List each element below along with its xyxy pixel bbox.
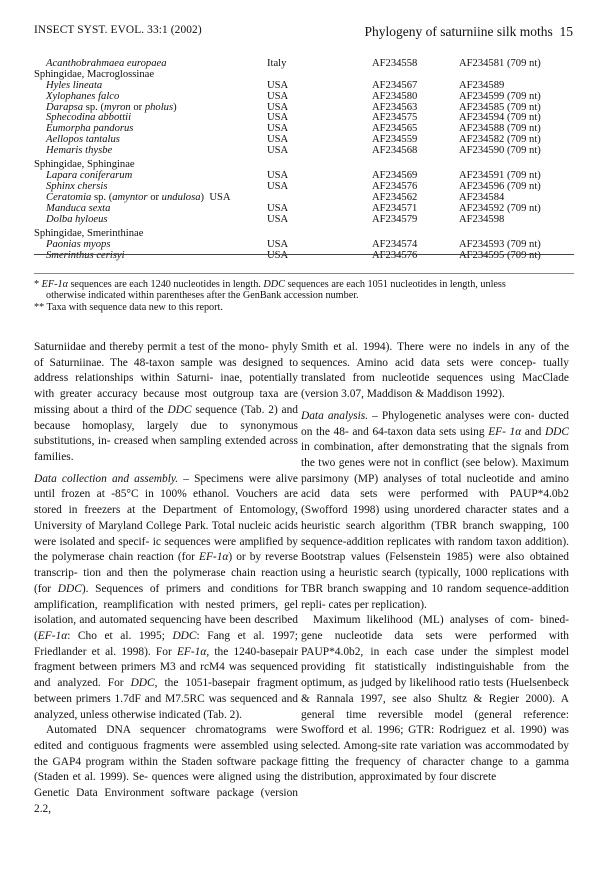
taxon-name: Hemaris thysbe (46, 145, 113, 157)
ddc-accession: AF234595 (709 nt) (459, 249, 541, 261)
table-row (34, 251, 574, 262)
text-line: Among-site rate variation was accommodated by (343, 739, 569, 752)
ddc-accession: AF234594 (709 nt) (459, 112, 541, 124)
text-line: (typically, 1000 replications with TBR branch (301, 567, 569, 595)
collection-country: USA (267, 180, 289, 192)
taxon-name-part: ) (173, 101, 177, 113)
taxon-name: Sphingidae, Sphinginae (34, 159, 135, 171)
text-line: 1992). (475, 388, 505, 401)
text-line: DDC). Sequences of primers and conditions for (57, 582, 298, 595)
text-line: quences were aligned using the Genetic Data (34, 771, 298, 800)
footnote-sequence-length: * EF-1α sequences are each 1240 nucleotides in length. DDC sequences are each 1051 nucleotides in length, unless otherwise indicated within parentheses after the GenBank accession number. (34, 279, 506, 302)
collection-country: USA (267, 90, 289, 102)
collection-country: USA (267, 170, 289, 182)
text-line: fitting the frequency of character change to a (301, 755, 530, 768)
text-line: ducted on the 48- and 64-taxon data sets using EF- (301, 409, 569, 438)
taxon-name-part: pholus (144, 101, 174, 113)
taxon-name-part: undulosa (161, 191, 201, 203)
taxon-name: Xylophanes falco (46, 90, 120, 102)
ef1a-accession: AF234569 (372, 170, 418, 182)
taxon-name: Sphingidae, Smerinthinae (34, 227, 144, 239)
specimen-table (34, 59, 574, 261)
text-line: most outgroup taxa are missing about a third of the (34, 388, 298, 416)
text-line: gel isolation, and automated sequencing have been (34, 598, 298, 627)
ddc-accession: AF234591 (709 nt) (459, 170, 541, 182)
text-line: model providing fit statistically indistinguishable (301, 645, 569, 674)
table-footnotes (34, 279, 579, 313)
taxon-name: Dolba hyloeus (46, 213, 108, 225)
text-line: Data analysis. – Phylogenetic analyses were con- (301, 409, 535, 422)
ef1a-accession: AF234563 (372, 101, 418, 113)
table-group-header (34, 229, 574, 240)
section-heading: Data collection and assembly. (34, 472, 179, 485)
ef1a-accession: AF234576 (372, 180, 418, 192)
ddc-accession: AF234585 (709 nt) (459, 101, 541, 113)
text-line: sets were performed with PAUP*4.0b2 (Swofford (301, 488, 569, 517)
taxon-name: Sphinx chersis (46, 180, 108, 192)
running-title: Phylogeny of saturniine silk moths (364, 24, 553, 39)
collection-country: USA (267, 238, 289, 250)
text-line: Park. Total nucleic acids were isolated and specif- (34, 519, 298, 548)
text-line: gamma distribution, approximated by four discrete (301, 755, 569, 784)
text-line: GTR: Rodriguez et al. 1990) was selected. (301, 724, 569, 752)
collection-country: USA (267, 145, 289, 157)
text-line: Vouchers are stored in freezers at the Department (34, 488, 298, 517)
text-line: 100 sequence-addition replicates with random (301, 519, 569, 548)
collection-country: USA (267, 213, 289, 225)
collection-country: USA (267, 202, 289, 214)
ddc-accession: AF234593 (709 nt) (459, 238, 541, 250)
right-text-column (301, 340, 569, 786)
text-line: were edited and contiguous fragments were (34, 724, 298, 752)
text-line: and M7.5RC was sequenced and analyzed, unless (34, 692, 298, 721)
paragraph (301, 340, 569, 403)
text-line: 1051-basepair fragment between primers 1.7dF (34, 677, 298, 705)
text-line: Environment software package (version 2.2, (34, 787, 298, 815)
collection-country: USA (267, 101, 289, 113)
text-line: taxon addition). Bootstrap values (Felsenstein (301, 535, 569, 564)
text-line: creased when sampling extended across families. (34, 435, 298, 464)
text-line: 1998) using unordered character states and a (352, 504, 569, 517)
ddc-accession: AF234592 (709 nt) (459, 202, 541, 214)
text-line: amplification, reamplification with nested primers, (34, 598, 279, 611)
taxon-name: Sphingidae, Macroglossinae (34, 68, 155, 80)
collection-country: Italy (267, 58, 287, 69)
text-line: from the optimum, as judged by likelihood ratio (301, 661, 569, 690)
paragraph (34, 340, 298, 466)
footnote-rule (34, 273, 574, 274)
collection-country: USA (267, 134, 289, 146)
ef1a-accession: AF234559 (372, 134, 418, 146)
text-line: 1985) were also obtained using a heuristic search (301, 551, 569, 580)
taxon-name: Smerinthus cerisyi (46, 249, 125, 261)
paragraph (34, 723, 298, 817)
taxon-name-part: sp. ( (91, 191, 113, 203)
text-line: al. 1997; Friedlander et al. 1998). For EF-1α, the (34, 629, 298, 658)
page-number: 15 (559, 24, 573, 39)
text-line: ic sequences were amplified by the polymerase (34, 535, 298, 564)
collection-country: USA (204, 191, 231, 203)
ef1a-accession: AF234580 (372, 90, 418, 102)
taxon-name: Sphecodina abbottii (46, 112, 132, 124)
text-line: tion and then the polymerase chain reaction (for (34, 567, 298, 595)
collection-country: USA (267, 123, 289, 135)
collection-country: USA (267, 249, 289, 261)
text-line: described (EF-1α: Cho et al. 1995; DDC: Fang et (34, 614, 298, 642)
text-line: the sequences. Amino acid data sets were concep- (301, 341, 569, 369)
footnote-new-taxa: ** Taxa with sequence data new to this report. (34, 301, 223, 313)
taxon-name: Eumorpha pandorus (46, 123, 134, 135)
text-line: of Entomology, University of Maryland College (34, 504, 298, 532)
journal-citation: INSECT SYST. EVOL. 33:1 (2002) (34, 24, 202, 36)
text-line: analyses of total nucleotide and amino acid data (301, 472, 569, 501)
running-header (34, 24, 573, 42)
ddc-accession: AF234598 (459, 213, 505, 225)
taxon-name-part: amyntor (112, 191, 148, 203)
text-line: heuristic search algorithm (TBR branch swapping, (301, 519, 547, 532)
ddc-accession: AF234589 (459, 79, 505, 91)
left-text-column (34, 340, 298, 818)
table-bottom-rule (34, 254, 574, 255)
text-line: bined-gene nucleotide data sets were performed (301, 614, 569, 642)
text-line: Maximum likelihood (ML) analyses of com- (313, 614, 534, 627)
text-line: Data collection and assembly. – Specimens were (34, 472, 271, 485)
ef1a-accession: AF234575 (372, 112, 418, 124)
table-row (34, 215, 574, 226)
text-line: DDC sequence (Tab. 2) and because homoplasy, (34, 403, 298, 432)
collection-country: USA (267, 79, 289, 91)
ddc-accession: AF234581 (709 nt) (459, 58, 541, 69)
ef1a-accession: AF234574 (372, 238, 418, 250)
ddc-accession: AF234599 (709 nt) (459, 90, 541, 102)
text-line: phyly of Saturniinae. The 48-taxon sample was (34, 341, 298, 369)
paragraph-data-collection (34, 472, 298, 724)
text-line: rcM4 was sequenced and analyzed. For DDC, the (34, 661, 298, 690)
text-line: otherwise indicated (Tab. 2). (111, 708, 242, 721)
text-line: MacClade (version 3.07, Maddison & Maddison (301, 372, 569, 401)
taxon-name: Manduca sexta (46, 202, 111, 214)
taxon-name-part: myron (104, 101, 131, 113)
ef1a-accession: AF234579 (372, 213, 418, 225)
ddc-accession: AF234588 (709 nt) (459, 123, 541, 135)
text-line: conflict (see below). Maximum parsimony (MP) (301, 457, 569, 485)
ef1a-accession: AF234576 (372, 249, 418, 261)
text-line: with PAUP*4.0b2, in each case under the simplest (301, 629, 569, 658)
ef1a-accession: AF234562 (372, 191, 418, 203)
text-line: Saturniidae and thereby permit a test of the mono- (34, 341, 269, 353)
text-line: largely due to synonymous substitutions, in- (34, 419, 298, 448)
text-line: model (general reference: Swofford et al. 1996; (301, 708, 569, 737)
taxon-name: Hyles lineata (46, 79, 103, 91)
taxon-name: Paonias myops (46, 238, 111, 250)
taxon-name-part: sp. ( (83, 101, 104, 113)
ddc-accession: AF234590 (709 nt) (459, 145, 541, 157)
running-title-and-page (365, 24, 574, 40)
section-heading: Data analysis. (301, 409, 369, 422)
text-line: tually translated from nucleotide sequences using (301, 356, 569, 385)
text-line: cates per replication). (328, 598, 427, 611)
ef1a-accession: AF234565 (372, 123, 418, 135)
text-line: 1α and DDC in combination, after demonstrating (301, 425, 569, 454)
taxon-name-part: or (130, 101, 145, 113)
paragraph (301, 613, 569, 786)
collection-country: USA (267, 112, 289, 124)
ddc-accession: AF234582 (709 nt) (459, 134, 541, 146)
text-line: Shultz & Regier 2000). A general time reversible (301, 692, 569, 721)
text-line: chain reaction (for EF-1α) or by reverse transcrip- (34, 551, 298, 580)
table-row (34, 146, 574, 157)
text-line: Staden software package (Staden et al. 1999). Se- (34, 755, 298, 784)
taxon-name: Aellopos tantalus (46, 134, 120, 146)
text-line: swapping and 10 random sequence-addition repli- (301, 582, 569, 611)
text-line: inae, potentially with greater accuracy because (34, 372, 298, 401)
taxon-name: Lapara coniferarum (46, 170, 133, 182)
paragraph-data-analysis (301, 409, 569, 613)
text-line: designed to address relationships within Saturni- (34, 356, 299, 385)
taxon-name-part: Darapsa (46, 101, 84, 113)
taxon-name-part: Ceratomia (46, 191, 92, 203)
ddc-accession: AF234584 (459, 191, 505, 203)
text-line: tests (Huelsenbeck & Rannala 1997, see also (301, 677, 569, 705)
ddc-accession: AF234596 (709 nt) (459, 180, 541, 192)
text-line: that the signals from the two genes were not in (301, 441, 569, 470)
ef1a-accession: AF234567 (372, 79, 418, 91)
text-line: Smith et al. 1994). There were no indels in any of (301, 341, 550, 353)
taxon-name: Acanthobrahmaea europaea (46, 58, 167, 69)
taxon-name-part: or (147, 191, 162, 203)
ef1a-accession: AF234558 (372, 58, 418, 69)
text-line: alive until frozen at -85°C in 100% ethanol. (34, 472, 298, 501)
taxon-name-part: ) (200, 191, 205, 203)
text-line: 1240-basepair fragment between primers M3 and (34, 645, 298, 674)
ef1a-accession: AF234568 (372, 145, 418, 157)
ef1a-accession: AF234571 (372, 202, 418, 214)
table-row (34, 240, 574, 251)
text-line: Automated DNA sequencer chromatograms (46, 724, 267, 737)
text-line: assembled using the GAP4 program within the (34, 739, 298, 768)
